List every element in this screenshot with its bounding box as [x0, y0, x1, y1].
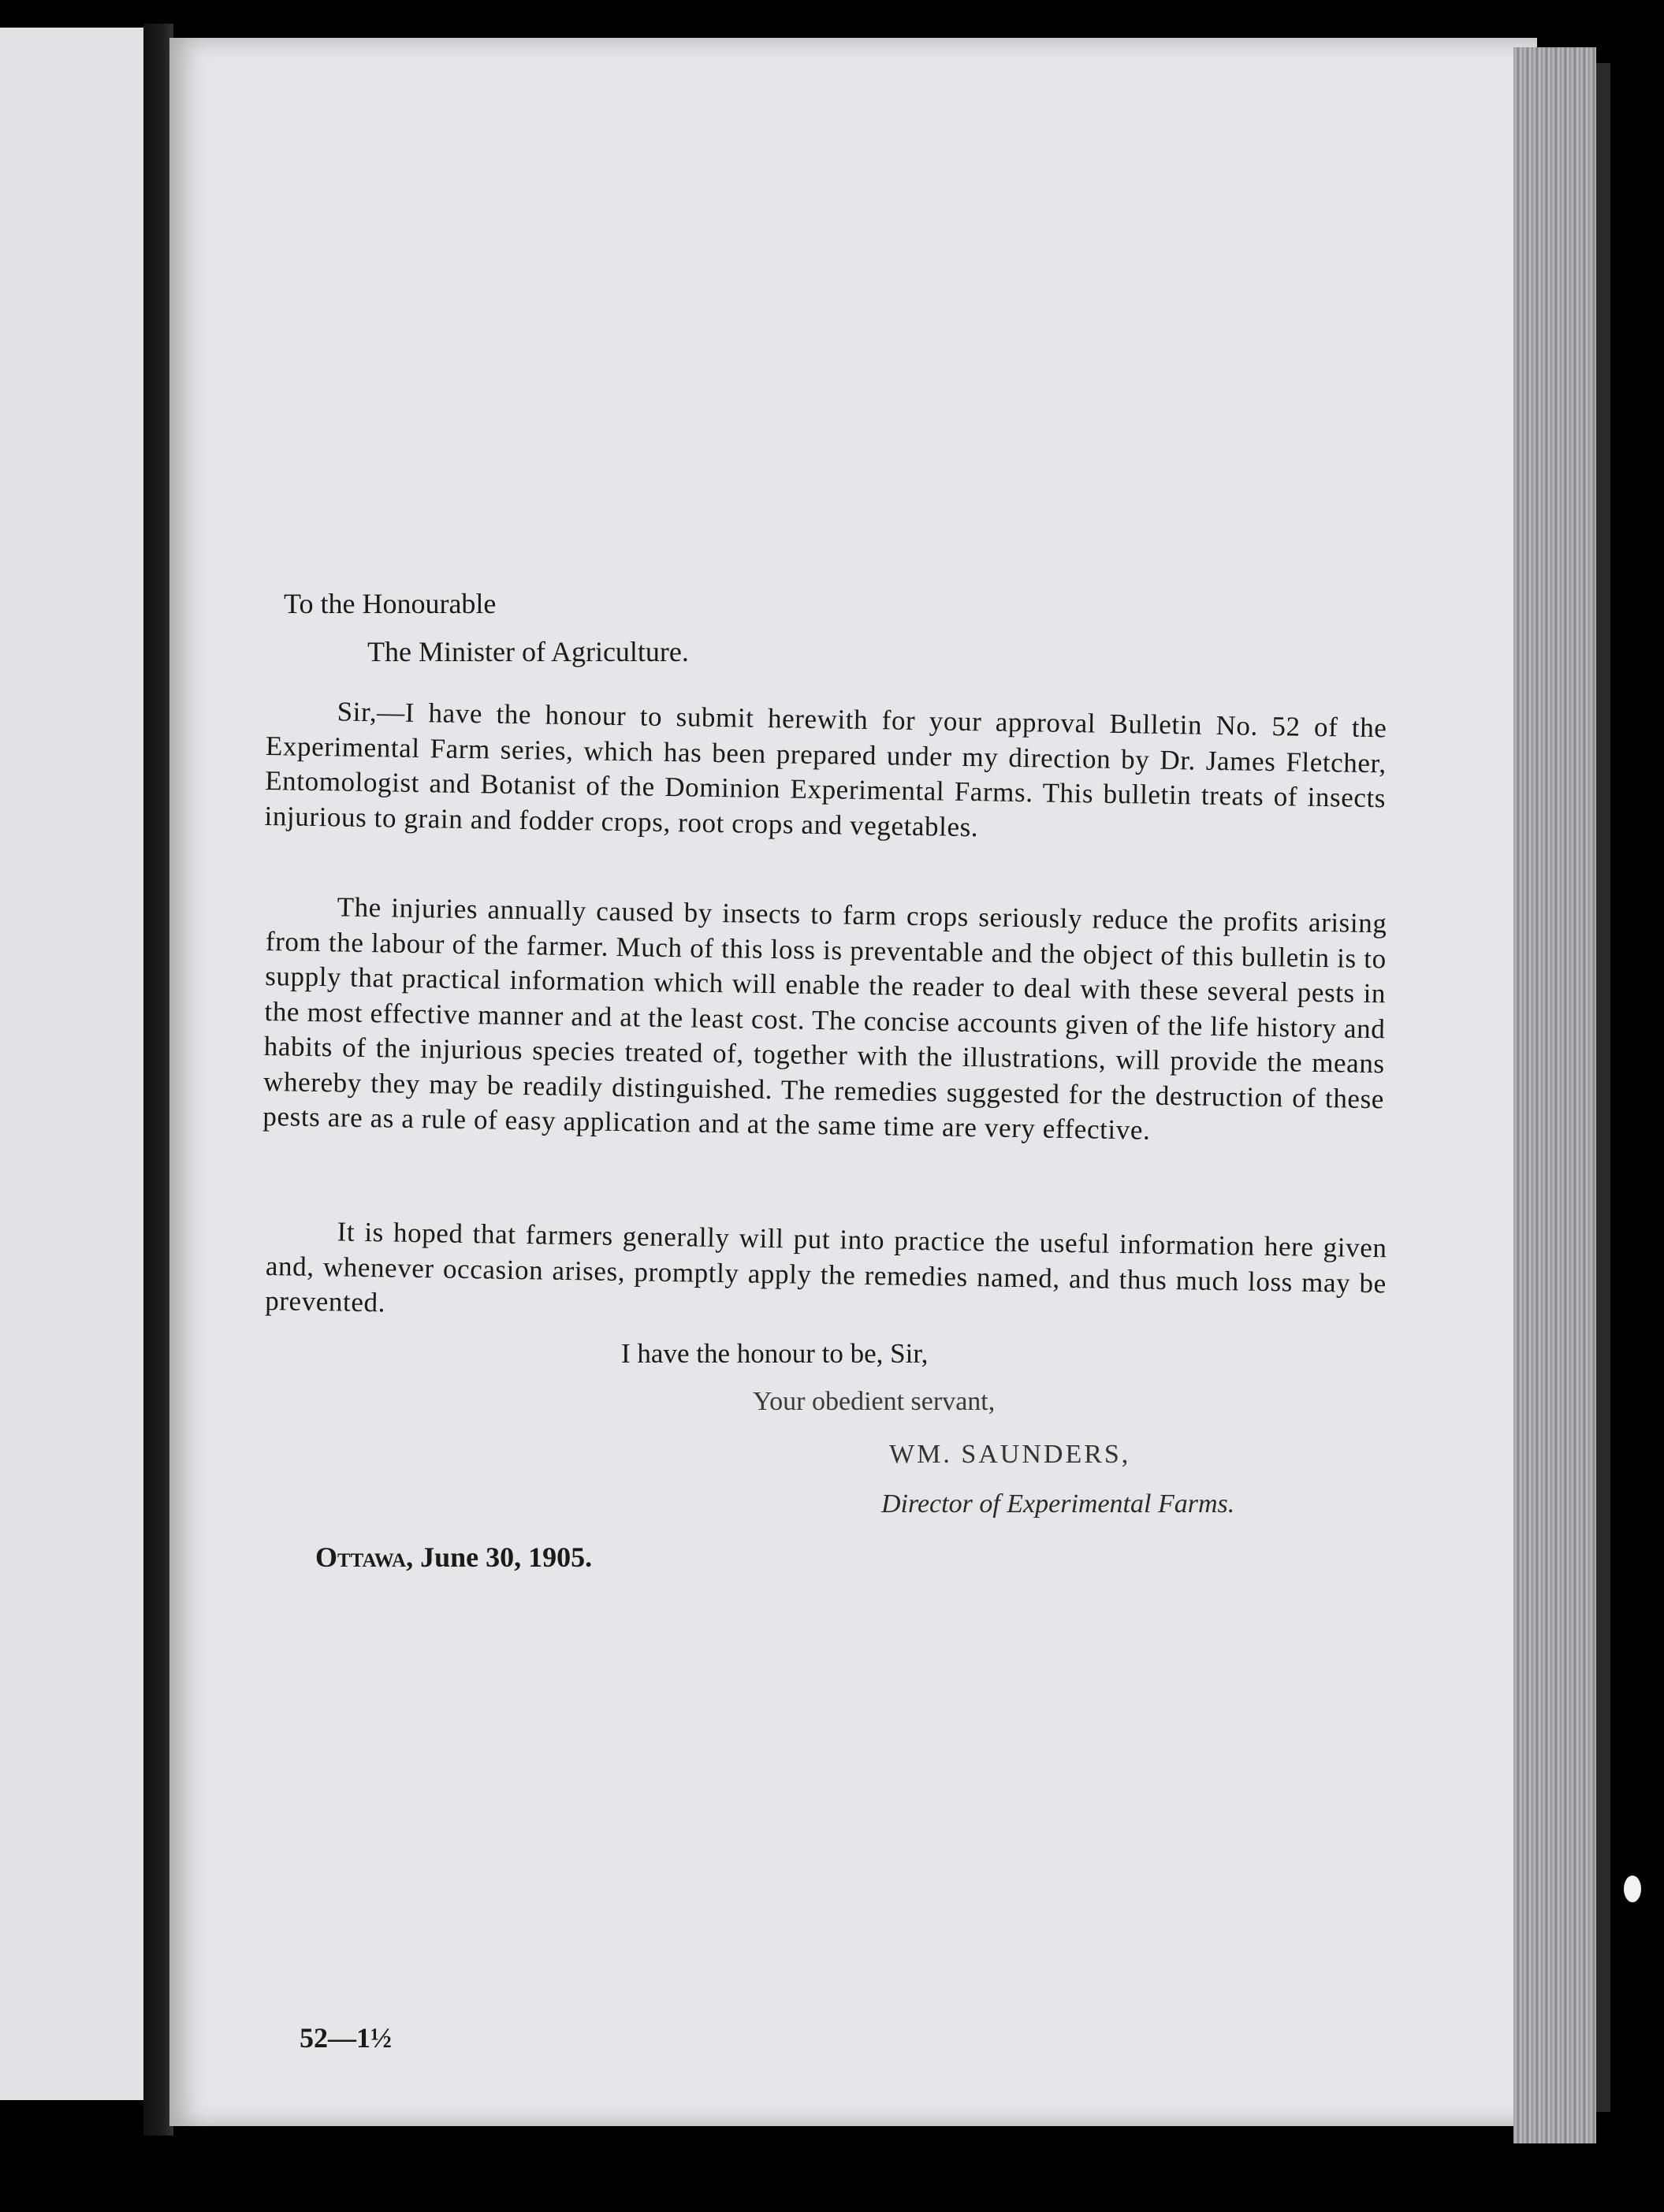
previous-page-edge [0, 28, 143, 2100]
signature-title: Director of Experimental Farms. [881, 1489, 1235, 1519]
closing-line-2: Your obedient servant, [753, 1387, 996, 1416]
paragraph-text: Sir,—I have the honour to submit herewith for your approval Bulletin No. 52 of the Experimental Farm series, which has been prepared under my direction by Dr. James Fletcher, Entomologist and Botanist of the Dominion Experimental Farms. This bulletin treats of insects injurious to grain and fodder crops, root crops and vegetables. [264, 696, 1387, 842]
paragraph-text: It is hoped that farmers generally will put into practice the useful information here given and, whenever occasion arises, promptly apply the remedies named, and thus much loss may be prevented. [264, 1216, 1387, 1318]
place: Ottawa, [315, 1541, 414, 1573]
place-date [315, 1541, 592, 1574]
scan-speck [1624, 1876, 1641, 1902]
letter-paragraph-1 [264, 693, 1387, 851]
printer-signature-mark: 52—1½ [300, 2022, 392, 2054]
paragraph-text: The injuries annually caused by insects to farm crops seriously reduce the profits arising from the labour of the farmer. Much of this loss is preventable and the object of this bulletin is to supply that practical information which will enable the reader to deal with these several pests in the most effective manner and at the least cost. The concise accounts given of the life history and habits of the injurious species treated of, together with the illustrations, will provide the means whereby they may be readily distinguished. The remedies suggested for the destruction of these pests are as a rule of easy application and at the same time are very effective. [262, 891, 1387, 1146]
page-edges-shadow [1596, 63, 1610, 2112]
page-edges [1513, 47, 1596, 2143]
salutation-line-1: To the Honourable [284, 588, 497, 619]
salutation-line-2: The Minister of Agriculture. [367, 636, 689, 667]
date: June 30, 1905. [420, 1541, 593, 1573]
closing-line-1: I have the honour to be, Sir, [621, 1338, 929, 1369]
letter-paragraph-3 [265, 1214, 1387, 1336]
signature-name: WM. SAUNDERS, [889, 1440, 1131, 1469]
letter-paragraph-2 [262, 889, 1387, 1152]
